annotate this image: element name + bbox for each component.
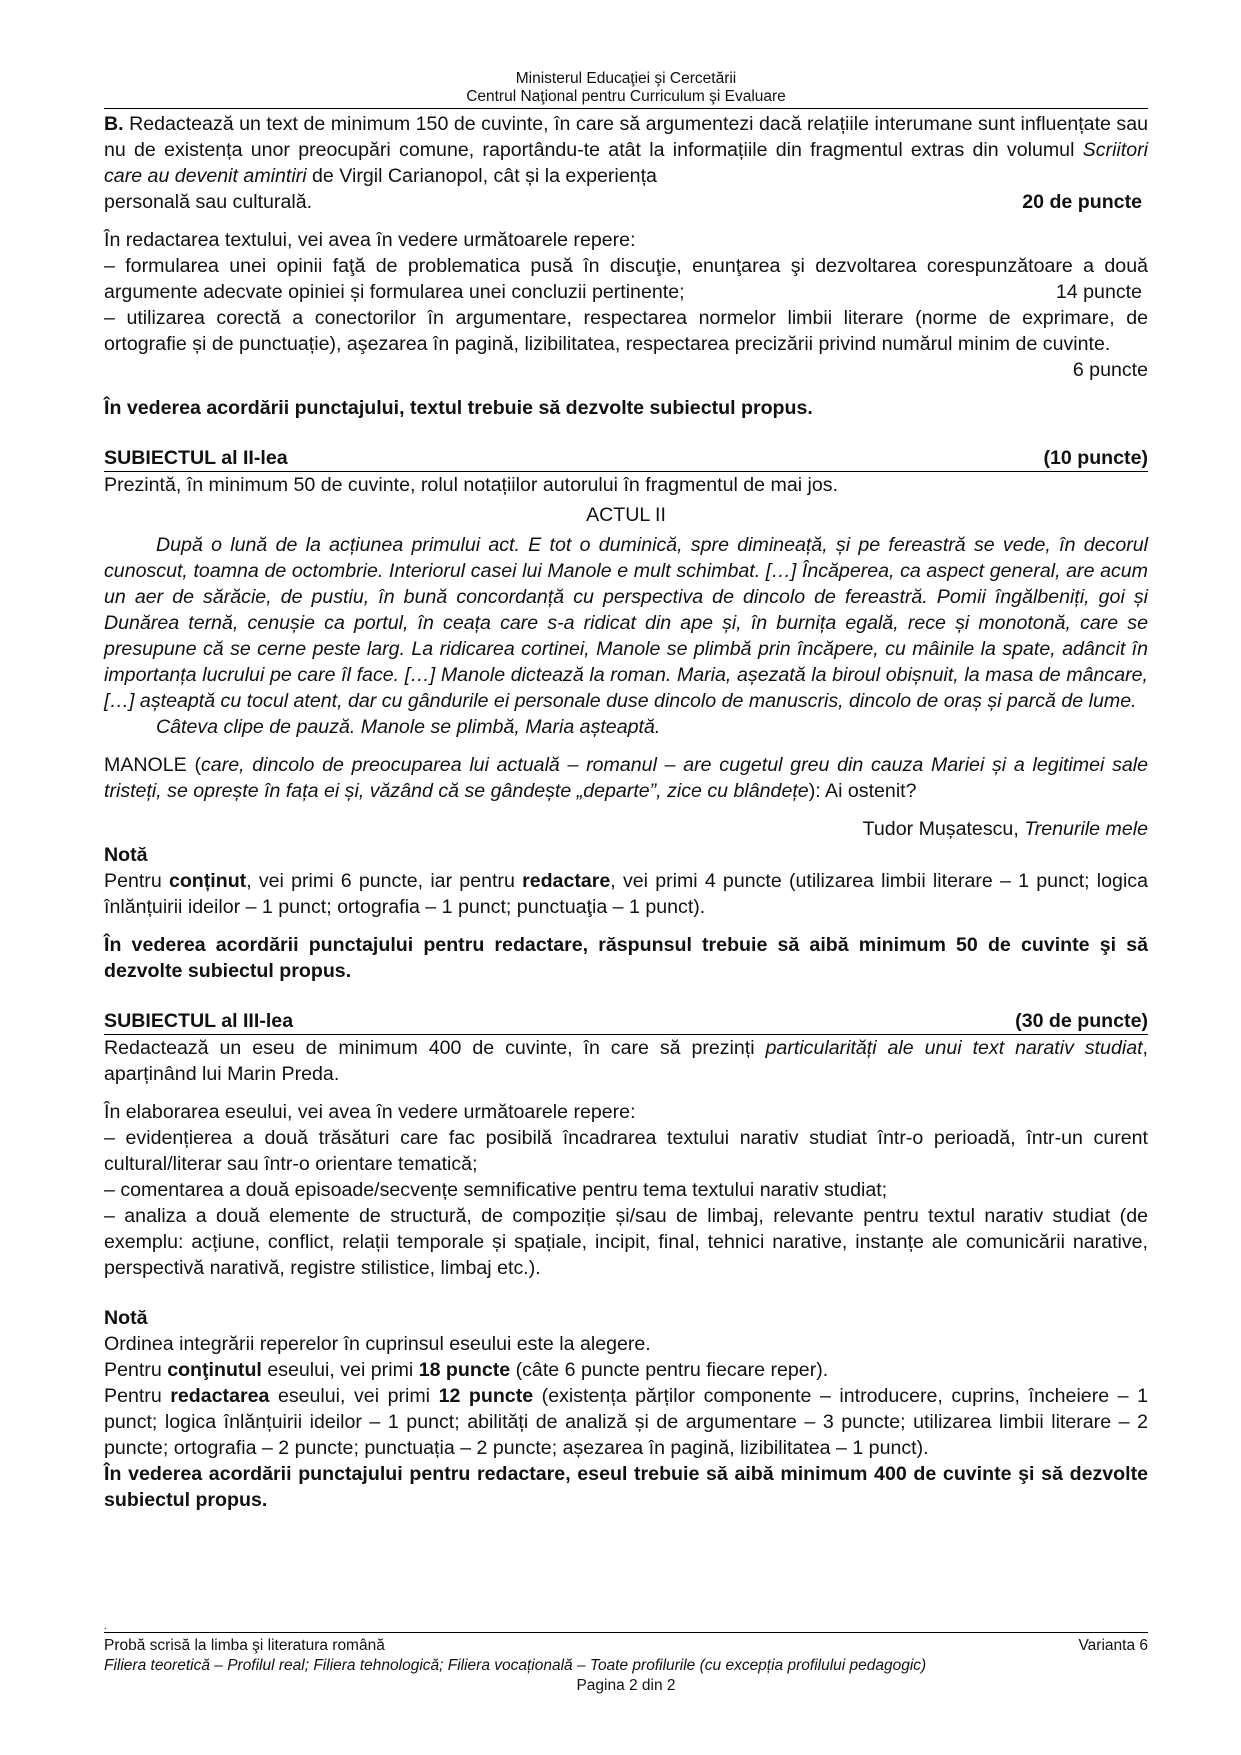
partB-reper1-text: – formularea unei opinii faţă de problematica pusă în discuţie, enunţarea şi dezvoltarea corespunzătoare a două argumente adecvate opiniei și formularea unei concluzii pertinente;: [104, 255, 1148, 303]
subject2-note-a: Pentru: [104, 870, 169, 892]
partB-text-b: de Virgil Carianopol, cât și la experiența: [306, 165, 657, 187]
subject3-note-line1: Ordinea integrării reperelor în cuprinsul eseului este la alegere.: [104, 1333, 651, 1355]
subject2-note-content: conținut: [168, 870, 247, 892]
subject3-note2-a: Pentru: [104, 1359, 168, 1381]
partB-reper1-points: 14 puncte: [1055, 281, 1142, 303]
subject2-dialogue: [104, 752, 1148, 804]
subject2-note-title: Notă: [104, 844, 148, 866]
subject2-stage-directions2: Câteva clipe de pauză. Manole se plimbă, Maria așteaptă.: [156, 716, 661, 738]
subject3-note2-bold: conţinutul: [167, 1359, 262, 1381]
subject3-task: [104, 1035, 1148, 1087]
subject3-reper2: – comentarea a două episoade/secvențe semnificative pentru tema textului narativ studiat;: [104, 1179, 888, 1201]
subject3-heading: [104, 1008, 1148, 1035]
subject2-note-redactare: redactare: [522, 870, 611, 892]
subject3-note2-c: (câte 6 puncte pentru fiecare reper).: [510, 1359, 829, 1381]
partB-last-row: [104, 189, 1148, 215]
subject3-condition: În vederea acordării punctajului pentru redactare, eseul trebuie să aibă minimum 400 de cuvinte şi să dezvolte subiectul propus.: [104, 1463, 1148, 1511]
header-center: Centrul Naţional pentru Curriculum şi Evaluare: [466, 88, 786, 105]
subject3-note2-points: 18 puncte: [418, 1359, 511, 1381]
subject3-note3-b: eseului, vei primi: [269, 1385, 439, 1407]
header-divider: [104, 108, 1148, 109]
partB-points: 20 de puncte: [1022, 191, 1142, 213]
subject3-note3-bold: redactarea: [170, 1385, 270, 1407]
subject2-heading: [104, 445, 1148, 472]
footer-variant: Varianta 6: [1078, 1637, 1148, 1654]
subject2-task: Prezintă, în minimum 50 de cuvinte, rolul notațiilor autorului în fragmentul de mai jos.: [104, 474, 839, 496]
footer-divider: [104, 1632, 1148, 1633]
subject2-character: MANOLE: [104, 754, 187, 776]
subject3-note3-c: (existența părților componente – introducere, cuprins, încheiere – 1 punct; logica înlănțuirii ideilor – 1 punct; abilități de analiză și de argumentare – 3 puncte; utilizarea limbii literare – 2 puncte; ortografia – 2 puncte; punctuația – 2 puncte; așezarea în pagină, lizibilitatea – 1 punct).: [104, 1385, 1148, 1459]
footer-exam: Probă scrisă la limba şi literatura română: [104, 1637, 385, 1654]
subject2-act-title: ACTUL II: [586, 504, 666, 526]
subject3-note3-points: 12 puncte: [438, 1385, 534, 1407]
subject2-dialogue-text: ): Ai ostenit?: [808, 780, 917, 802]
subject3-note-line3: [104, 1383, 1148, 1461]
subject3-note2-b: eseului, vei primi: [261, 1359, 419, 1381]
partB-reper2-points: 6 puncte: [1072, 359, 1148, 381]
subject2-points: (10 puncte): [1043, 447, 1148, 469]
partB-reper2: [104, 305, 1148, 381]
subject2-dialogue-open: (: [186, 754, 201, 776]
footer-page-number: Pagina 2 din 2: [576, 1677, 676, 1694]
subject3-repere-intro: În elaborarea eseului, vei avea în vedere următoarele repere:: [104, 1101, 636, 1123]
subject3-note-title: Notă: [104, 1307, 148, 1329]
page-content: [104, 111, 1148, 1513]
subject3-task-italic: particularități ale unui text narativ studiat: [765, 1037, 1143, 1059]
subject3-note3-a: Pentru: [104, 1385, 171, 1407]
subject2-work: Trenurile mele: [1024, 818, 1148, 840]
partB-reper1: [104, 253, 1148, 305]
partB-text-a: Redactează un text de minimum 150 de cuvinte, în care să argumentezi dacă relațiile interumane sunt influențate sau nu de existența unor preocupări comune, raportându-te atât la informațiile din fragmentul extras din volumul: [104, 113, 1148, 161]
subject2-source: [104, 816, 1148, 842]
partB-reper2-text: – utilizarea corectă a conectorilor în argumentare, respectarea normelor limbii literare (norme de exprimare, de ortografie și de punctuație), aşezarea în pagină, lizibilitatea, respectarea precizării privind numărul minim de cuvinte.: [104, 307, 1148, 355]
footer-profile: Filiera teoretică – Profilul real; Filiera tehnologică; Filiera vocațională – Toate profilurile (cu excepția profilului pedagogic): [104, 1657, 927, 1674]
page-footer: [104, 1636, 1148, 1696]
subject2-stage-directions: După o lună de la acțiunea primului act. E tot o duminică, spre dimineață, și pe fereastră se vede, în decorul cunoscut, toamna de octombrie. Interiorul casei lui Manole e mult schimbat. […] Încăperea, ca aspect general, are acum un aer de sărăcie, de pustiu, în bună concordanță cu perspectiva de dincolo de fereastră. Pomii îngălbeniți, goi și Dunărea ternă, cenușie ca portul, în ceața care s-a ridicat din ape și, în burnița egală, rece și monotonă, care se presupune că se cerne peste larg. La ridicarea cortinei, Manole se plimbă prin încăpere, cu mâinile la spate, adâncit în importanța lucrului pe care îl face. […] Manole dictează la roman. Maria, așezată la biroul obișnuit, la masa de mâncare, […] așteaptă cu tocul atent, dar cu gândurile ei personale duse dincolo de manuscris, dincolo de oraș și parcă de lume.: [104, 534, 1148, 712]
partB-book-title: Scriitori care au devenit amintiri: [104, 139, 1148, 187]
subject3-note-line2: [104, 1357, 1148, 1383]
partB-condition: În vederea acordării punctajului, textul trebuie să dezvolte subiectul propus.: [104, 397, 813, 419]
page-header: [104, 70, 1148, 106]
subject2-dialogue-direction: care, dincolo de preocuparea lui actuală – romanul – are cugetul greu din cauza Mariei și a legitimei sale tristeți, se oprește în fața ei și, văzând că se gândește „departe”, zice cu blândețe: [104, 754, 1149, 802]
footer-dot: .: [104, 1621, 107, 1632]
subject3-reper1: – evidențierea a două trăsături care fac posibilă încadrarea textului narativ studiat într-o perioadă, într-un curent cultural/literar sau într-o orientare tematică;: [104, 1127, 1148, 1175]
header-ministry: Ministerul Educaţiei şi Cercetării: [515, 70, 737, 87]
subject3-title: SUBIECTUL al III-lea: [104, 1010, 294, 1032]
subject2-note: [104, 868, 1148, 920]
partB-text-last: personală sau culturală.: [104, 191, 313, 213]
partB-task: [104, 111, 1148, 189]
subject3-task-b: , aparținând lui Marin Preda.: [104, 1037, 1148, 1085]
subject3-task-a: Redactează un eseu de minimum 400 de cuvinte, în care să prezinți: [104, 1037, 766, 1059]
partB-repere-intro: În redactarea textului, vei avea în vedere următoarele repere:: [104, 229, 636, 251]
subject3-reper3: – analiza a două elemente de structură, de compoziție și/sau de limbaj, relevante pentru textul narativ studiat (de exemplu: acțiune, conflict, relații temporale și spațiale, incipit, final, tehnici narative, instanțe ale comunicării narative, perspectivă narativă, registre stilistice, limbaj etc.).: [104, 1205, 1148, 1279]
subject2-author: Tudor Mușatescu,: [862, 818, 1025, 840]
subject2-title: SUBIECTUL al II-lea: [104, 447, 288, 469]
partB-label: B.: [104, 113, 124, 135]
subject2-condition: În vederea acordării punctajului pentru redactare, răspunsul trebuie să aibă minimum 50 de cuvinte şi să dezvolte subiectul propus.: [104, 934, 1148, 982]
subject2-note-b: , vei primi 6 puncte, iar pentru: [246, 870, 523, 892]
subject2-note-c: , vei primi 4 puncte (utilizarea limbii literare – 1 punct; logica înlănțuirii ideilor – 1 punct; ortografia – 1 punct; punctuaţia – 1 punct).: [104, 870, 1148, 918]
subject3-points: (30 de puncte): [1015, 1010, 1148, 1032]
